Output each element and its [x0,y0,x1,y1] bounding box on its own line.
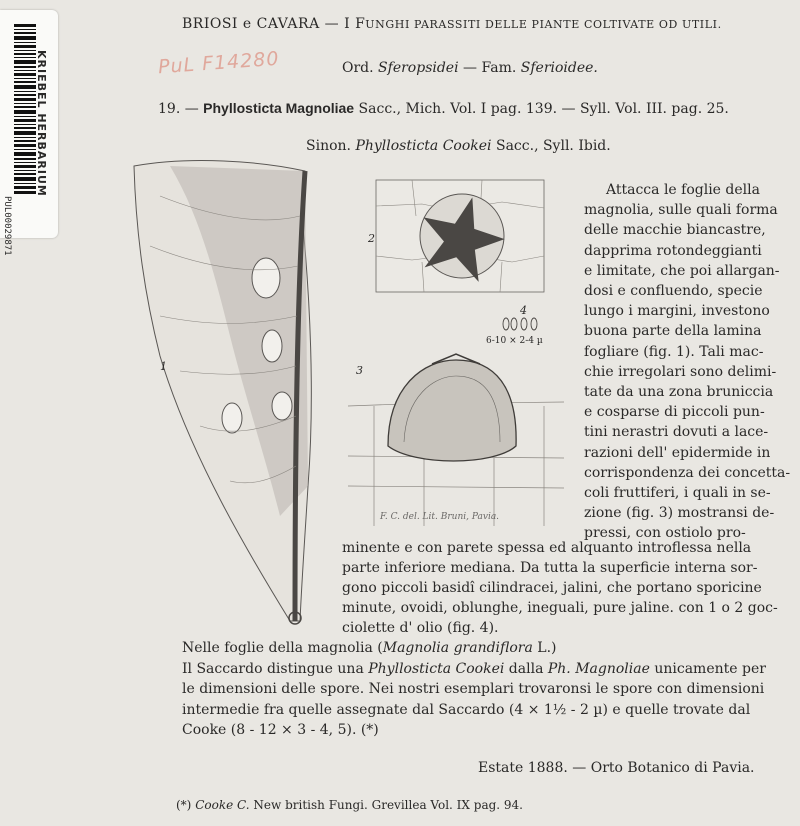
series-header [182,16,722,32]
order-family-line [342,60,598,76]
text-line [182,659,792,680]
host-species: Magnolia grandiflora [382,640,533,656]
text-line: coli fruttiferi, i quali in se- [584,485,771,502]
para-l1d: Ph. Magnoliae [547,660,650,677]
herbarium-name: KRIEBEL HERBARIUM [35,50,48,197]
fig1-label: 1 [160,360,167,373]
text-line: Cooke (8 - 12 × 3 - 4, 5). (*) [182,722,379,738]
collection-date: Estate 1888. — Orto Botanico di Pavia. [478,760,755,776]
text-line: buona parte della lamina [584,323,762,340]
host-suffix: L.) [532,640,557,656]
text-line: Attacca le foglie della [606,182,760,198]
text-line: le dimensioni delle spore. Nei nostri esemplari trovaronsi le spore con dimensioni [182,681,765,697]
para-l1c: dalla [504,660,548,677]
text-line: razioni dell' epidermide in [584,444,771,461]
text-line: gono piccoli basidî cilindracei, jalini, che portano sporicine [342,580,762,596]
fam-prefix: — Fam. [458,60,521,76]
text-line: tate da una zona bruniccia [584,384,774,401]
text-line: intermedie fra quelle assegnate dal Saccardo (4 × 1½ - 2 µ) e quelle trovate dal [182,701,751,718]
para-l1e: unicamente per [649,660,766,677]
illustration-signature: F. C. del. Lit. Bruni, Pavia. [380,512,500,522]
text-line: tini nerastri dovuti a lace- [584,424,769,441]
text-line: minente e con parete spessa ed alquanto introflessa nella [342,540,752,556]
synonym-prefix: Sinon. [306,138,356,154]
accession-stamp: PuL F14280 [157,47,281,79]
family-name: Sferioidee. [520,60,598,76]
text-line: ciolette d' olio (fig. 4). [342,620,499,636]
species-number: 19. — [158,101,204,117]
fig2-label: 2 [368,232,375,245]
ord-prefix: Ord. [342,60,379,76]
header-part2: UNGHI PARASSITI DELLE PIANTE COLTIVATE OD UTILI. [365,18,722,31]
description-column [584,180,792,544]
synonym-line [306,138,611,154]
text-line: delle macchie biancastre, [584,222,766,239]
text-line: fogliare (fig. 1). Tali mac- [584,343,764,360]
text-line: dosi e confluendo, specie [584,283,763,300]
text-line: lungo i margini, investono [584,303,770,320]
para-l1a: Il Saccardo distingue una [182,660,369,677]
species-title [158,100,729,117]
leaf-illustration [130,156,330,626]
text-line: e cosparse di piccoli pun- [584,404,765,421]
text-line: zione (fig. 3) mostransi de- [584,505,775,522]
host-line [182,638,792,659]
description-continued [342,538,794,638]
fig2-illustration [362,176,550,302]
fig4-caption: 6-10 × 2-4 µ [486,336,543,346]
para-l1b: Phyllosticta Cookei [368,660,505,677]
text-line: parte inferiore mediana. Da tutta la superficie interna sor- [342,560,758,576]
order-name: Sferopsidei [378,60,459,76]
text-line: e limitate, che poi allargan- [584,262,780,279]
footnote-author: Cooke C. [195,798,250,812]
text-line: minute, ovoidi, oblunghe, ineguali, pure jaline. con 1 o 2 goc- [342,600,778,616]
fig3-label: 3 [356,364,363,377]
text-line: corrispondenza dei concetta- [584,464,791,481]
barcode-label [0,10,58,256]
host-prefix: Nelle foglie della magnolia ( [182,640,383,656]
text-line: dapprima rotondeggianti [584,242,762,259]
footnote-mark: (*) [176,798,196,812]
text-line: pressi, con ostiolo pro- [584,525,746,542]
footnote-citation: New british Fungi. Grevillea Vol. IX pag. 94. [249,798,523,812]
fig3-illustration [344,346,568,526]
text-line: chie irregolari sono delimi- [584,363,777,380]
species-name: Phyllosticta Magnoliae [203,100,355,116]
header-part1: BRIOSI e CAVARA — I F [182,16,366,32]
fig4-label: 4 [520,304,527,317]
synonym-citation: Sacc., Syll. Ibid. [491,138,611,154]
text-line: magnolia, sulle quali forma [584,202,778,219]
notes-paragraph [182,638,792,741]
synonym-name: Phyllosticta Cookei [355,138,492,154]
species-citation: Sacc., Mich. Vol. I pag. 139. — Syll. Vol. III. pag. 25. [354,101,729,117]
barcode-graphic [14,24,36,194]
footnote [176,798,523,812]
barcode-id: PUL00029871 [2,196,12,256]
